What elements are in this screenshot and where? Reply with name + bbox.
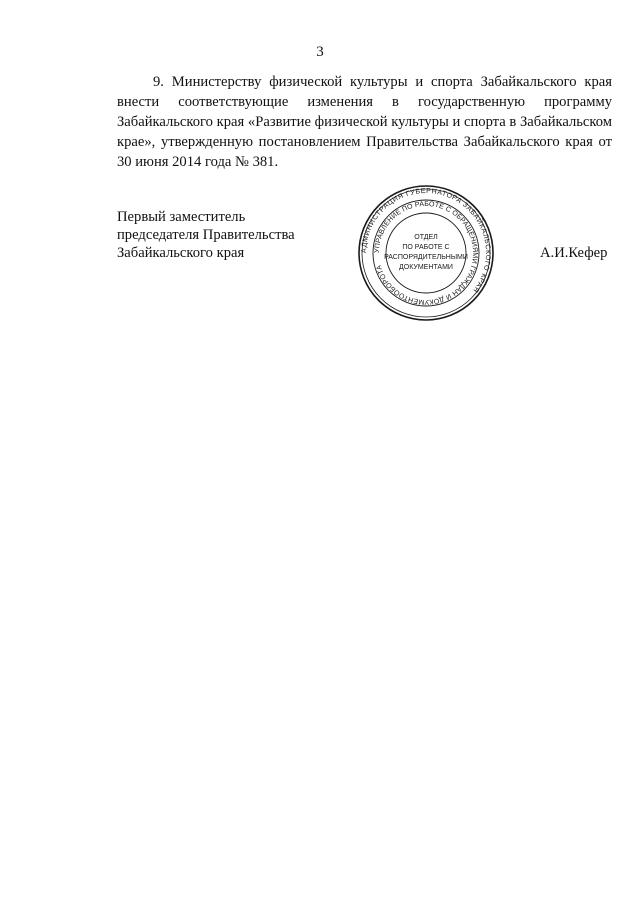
signatory-title-line: Первый заместитель (117, 209, 246, 225)
signatory-title-line: председателя Правительства (117, 227, 295, 243)
stamp-graphic (357, 184, 495, 322)
stamp-outer-text: АДМИНИСТРАЦИЯ ГУБЕРНАТОРА ЗАБАЙКАЛЬСКОГО КРАЯ (360, 187, 492, 294)
svg-text:УПРАВЛЕНИЕ ПО РАБОТЕ С ОБРАЩЕН (374, 201, 478, 305)
stamp-center-line: ПО РАБОТЕ С (402, 244, 450, 251)
stamp-center-line: РАСПОРЯДИТЕЛЬНЫМИ (384, 254, 468, 261)
stamp-inner-text: УПРАВЛЕНИЕ ПО РАБОТЕ С ОБРАЩЕНИЯМИ ГРАЖДАН И ДОКУМЕНТООБОРОТА (373, 200, 479, 306)
paragraph-item-9: 9. Министерству физической культуры и спорта Забайкальского края внести соответствующие изменения в государственную программу Забайкальского края «Развитие физической культуры и спорта в Забайкальском крае», утвержденную постановлением Правительства Забайкальского края от 30 июня 2014 года № 381. (117, 74, 612, 170)
signatory-title-line: Забайкальского края (117, 245, 245, 261)
stamp-center-line: ОТДЕЛ (414, 234, 438, 241)
signatory-name: А.И.Кефер (540, 245, 608, 261)
official-stamp (357, 184, 495, 322)
page-number: 3 (316, 44, 324, 60)
signatory-title (117, 208, 337, 262)
stamp-center-line: ДОКУМЕНТАМИ (399, 264, 453, 271)
